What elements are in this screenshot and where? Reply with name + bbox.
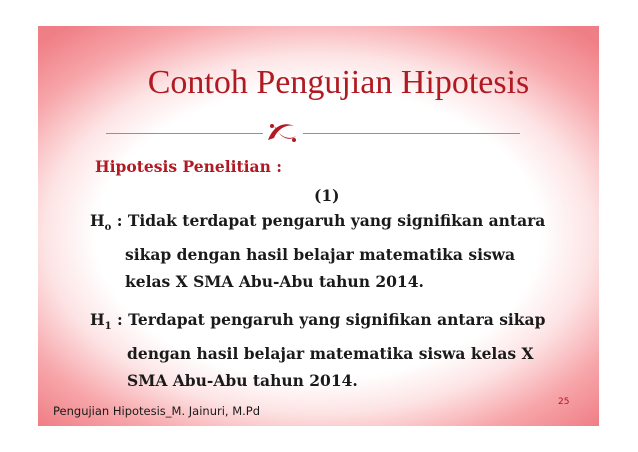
hypothesis-number: (1): [314, 186, 340, 205]
h1-subscript: 1: [104, 321, 112, 333]
h0-symbol: H: [90, 211, 105, 230]
slide: [38, 26, 599, 426]
h0-line-2: sikap dengan hasil belajar matematika siswa: [125, 245, 516, 265]
hypothesis-h1: [90, 306, 545, 394]
subheading: Hipotesis Penelitian :: [95, 157, 282, 176]
h1-line-3: SMA Abu-Abu tahun 2014.: [127, 371, 358, 391]
slide-title: Contoh Pengujian Hipotesis: [147, 64, 530, 101]
divider-left: [106, 133, 263, 134]
h1-symbol: H: [90, 310, 105, 329]
h1-line-1: : Terdapat pengaruh yang signifikan antara sikap: [111, 310, 546, 329]
h0-subscript: o: [104, 222, 112, 234]
swirl-ornament-icon: [264, 118, 300, 146]
h1-line-2: dengan hasil belajar matematika siswa kelas X: [127, 344, 534, 364]
hypothesis-h0: [90, 207, 545, 295]
h0-line-3: kelas X SMA Abu-Abu tahun 2014.: [125, 272, 424, 292]
footer-author: Pengujian Hipotesis_M. Jainuri, M.Pd: [53, 404, 261, 418]
page-number: 25: [558, 397, 570, 407]
h0-line-1: : Tidak terdapat pengaruh yang signifikan antara: [111, 211, 546, 230]
divider-right: [303, 133, 520, 134]
